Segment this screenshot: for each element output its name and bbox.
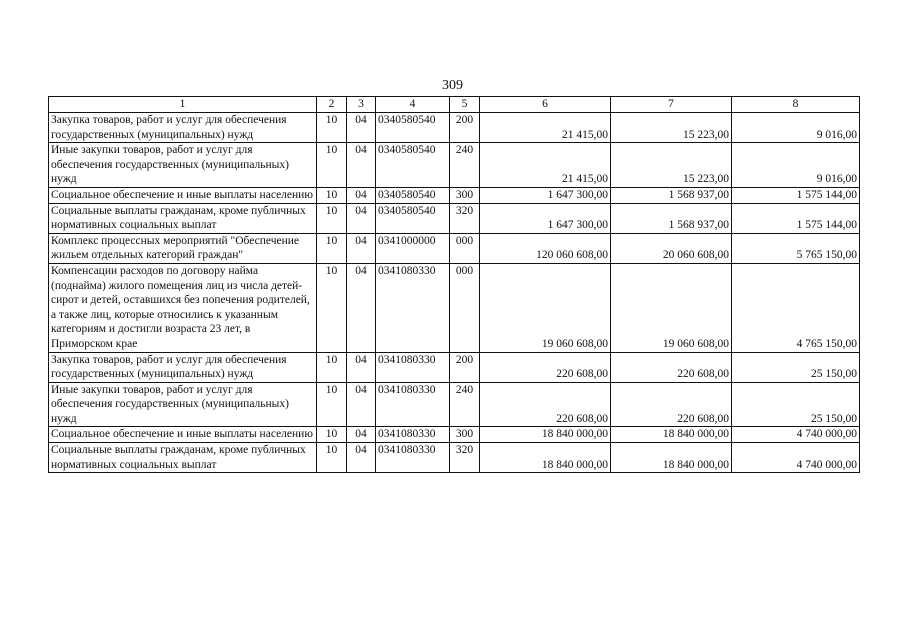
expense-type-code: 300	[450, 187, 480, 203]
row-name: Компенсации расходов по договору найма (поднайма) жилого помещения лиц из числа детей-сирот и детей, оставшихся без попечения родителей, а также лиц, которые относились к указанным категориям и достигли возраста 23 лет, в Приморском крае	[49, 263, 317, 352]
section-code: 10	[317, 143, 347, 188]
table-row	[49, 382, 860, 427]
amount-col6: 21 415,00	[480, 143, 611, 188]
row-name: Иные закупки товаров, работ и услуг для обеспечения государственных (муниципальных) нужд	[49, 143, 317, 188]
amount-col6: 18 840 000,00	[480, 443, 611, 473]
row-name: Комплекс процессных мероприятий "Обеспечение жильем отдельных категорий граждан"	[49, 233, 317, 263]
amount-col8: 9 016,00	[732, 113, 860, 143]
section-code: 10	[317, 443, 347, 473]
expense-type-code: 200	[450, 113, 480, 143]
section-code: 10	[317, 352, 347, 382]
row-name: Социальные выплаты гражданам, кроме публичных нормативных социальных выплат	[49, 443, 317, 473]
expense-type-code: 000	[450, 263, 480, 352]
table-header	[49, 97, 860, 113]
section-code: 10	[317, 382, 347, 427]
amount-col7: 15 223,00	[611, 143, 732, 188]
amount-col8: 4 740 000,00	[732, 427, 860, 443]
table-row	[49, 203, 860, 233]
expense-type-code: 300	[450, 427, 480, 443]
amount-col6: 1 647 300,00	[480, 203, 611, 233]
target-article-code: 0341080330	[376, 443, 450, 473]
amount-col6: 18 840 000,00	[480, 427, 611, 443]
subsection-code: 04	[347, 382, 376, 427]
row-name: Социальное обеспечение и иные выплаты населению	[49, 427, 317, 443]
table-row	[49, 143, 860, 188]
row-name: Социальные выплаты гражданам, кроме публичных нормативных социальных выплат	[49, 203, 317, 233]
target-article-code: 0341080330	[376, 427, 450, 443]
section-code: 10	[317, 203, 347, 233]
amount-col7: 1 568 937,00	[611, 187, 732, 203]
table-row	[49, 352, 860, 382]
expense-type-code: 240	[450, 143, 480, 188]
amount-col6: 120 060 608,00	[480, 233, 611, 263]
subsection-code: 04	[347, 427, 376, 443]
amount-col7: 1 568 937,00	[611, 203, 732, 233]
amount-col8: 9 016,00	[732, 143, 860, 188]
expense-type-code: 320	[450, 203, 480, 233]
target-article-code: 0341080330	[376, 263, 450, 352]
target-article-code: 0340580540	[376, 143, 450, 188]
amount-col7: 18 840 000,00	[611, 443, 732, 473]
expense-type-code: 240	[450, 382, 480, 427]
section-code: 10	[317, 427, 347, 443]
amount-col8: 25 150,00	[732, 382, 860, 427]
amount-col8: 4 740 000,00	[732, 443, 860, 473]
row-name: Иные закупки товаров, работ и услуг для обеспечения государственных (муниципальных) нужд	[49, 382, 317, 427]
subsection-code: 04	[347, 263, 376, 352]
table-row	[49, 263, 860, 352]
section-code: 10	[317, 233, 347, 263]
column-header: 1	[49, 97, 317, 113]
amount-col7: 19 060 608,00	[611, 263, 732, 352]
target-article-code: 0340580540	[376, 113, 450, 143]
column-header: 8	[732, 97, 860, 113]
amount-col6: 220 608,00	[480, 382, 611, 427]
header-row	[49, 97, 860, 113]
amount-col6: 1 647 300,00	[480, 187, 611, 203]
row-name: Закупка товаров, работ и услуг для обеспечения государственных (муниципальных) нужд	[49, 352, 317, 382]
subsection-code: 04	[347, 113, 376, 143]
target-article-code: 0341000000	[376, 233, 450, 263]
target-article-code: 0340580540	[376, 187, 450, 203]
amount-col8: 1 575 144,00	[732, 187, 860, 203]
amount-col6: 19 060 608,00	[480, 263, 611, 352]
column-header: 2	[317, 97, 347, 113]
amount-col7: 220 608,00	[611, 382, 732, 427]
column-header: 5	[450, 97, 480, 113]
table-row	[49, 427, 860, 443]
amount-col7: 220 608,00	[611, 352, 732, 382]
budget-table	[48, 96, 860, 473]
target-article-code: 0340580540	[376, 203, 450, 233]
section-code: 10	[317, 263, 347, 352]
column-header: 3	[347, 97, 376, 113]
amount-col8: 4 765 150,00	[732, 263, 860, 352]
column-header: 4	[376, 97, 450, 113]
subsection-code: 04	[347, 443, 376, 473]
amount-col8: 25 150,00	[732, 352, 860, 382]
target-article-code: 0341080330	[376, 382, 450, 427]
expense-type-code: 320	[450, 443, 480, 473]
row-name: Социальное обеспечение и иные выплаты населению	[49, 187, 317, 203]
subsection-code: 04	[347, 143, 376, 188]
amount-col6: 220 608,00	[480, 352, 611, 382]
table-row	[49, 187, 860, 203]
column-header: 6	[480, 97, 611, 113]
section-code: 10	[317, 113, 347, 143]
amount-col8: 5 765 150,00	[732, 233, 860, 263]
table-row	[49, 443, 860, 473]
amount-col7: 20 060 608,00	[611, 233, 732, 263]
amount-col7: 18 840 000,00	[611, 427, 732, 443]
amount-col8: 1 575 144,00	[732, 203, 860, 233]
amount-col6: 21 415,00	[480, 113, 611, 143]
column-header: 7	[611, 97, 732, 113]
expense-type-code: 000	[450, 233, 480, 263]
subsection-code: 04	[347, 233, 376, 263]
target-article-code: 0341080330	[376, 352, 450, 382]
table-row	[49, 113, 860, 143]
subsection-code: 04	[347, 187, 376, 203]
table-row	[49, 233, 860, 263]
subsection-code: 04	[347, 352, 376, 382]
amount-col7: 15 223,00	[611, 113, 732, 143]
row-name: Закупка товаров, работ и услуг для обеспечения государственных (муниципальных) нужд	[49, 113, 317, 143]
subsection-code: 04	[347, 203, 376, 233]
section-code: 10	[317, 187, 347, 203]
expense-type-code: 200	[450, 352, 480, 382]
page-number: 309	[442, 78, 463, 93]
